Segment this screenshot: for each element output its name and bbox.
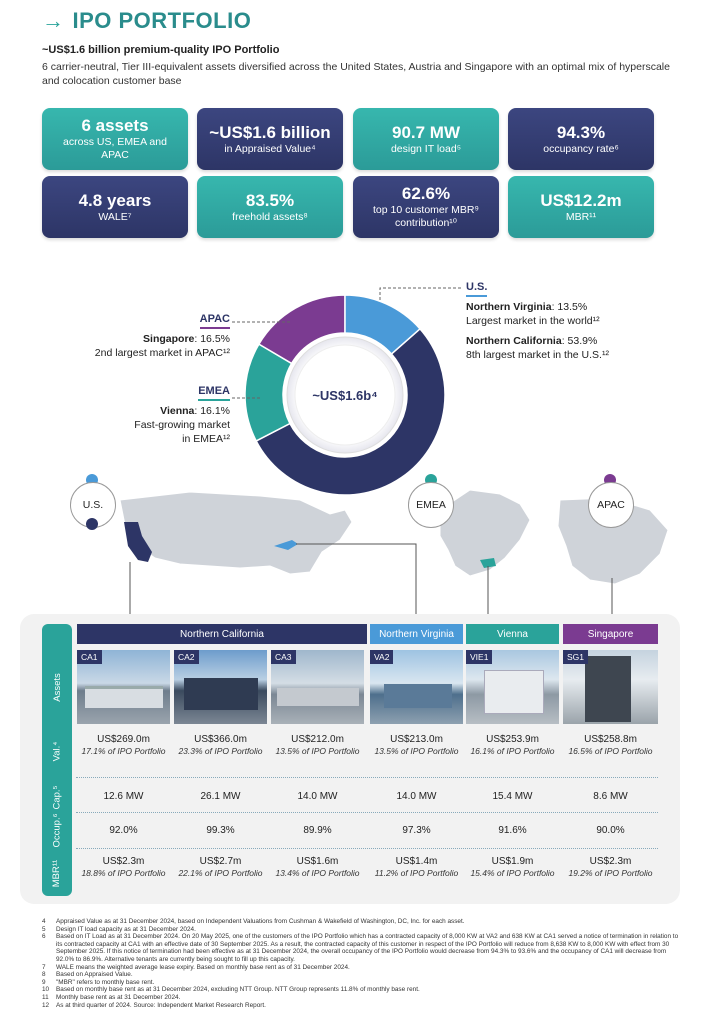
vie-value: 16.1% <box>200 405 230 417</box>
vie-name: Vienna <box>160 405 195 417</box>
page-title-text: IPO PORTFOLIO <box>72 8 252 33</box>
footnote-9 <box>42 979 682 987</box>
kpi-label: in Appraised Value⁴ <box>224 142 316 155</box>
row-label-mbr-text: MBR¹¹ <box>51 859 63 887</box>
vie-line: Vienna: 16.1% <box>160 405 230 417</box>
footnote-6 <box>42 933 682 963</box>
nva-value: 13.5% <box>557 301 588 313</box>
footnote-number: 9 <box>42 978 46 986</box>
nca-line: Northern California: 53.9% <box>466 335 598 347</box>
footnote-12 <box>42 1002 682 1010</box>
footnote-text: Based on IT Load as at 31 December 2024. On 20 May 2025, one of the customers of the IPO Portfolio which has a contracted capacity of 8,000 KW at VA2 and 638 KW at CA1 served a notice of termination in relation to its contracted capacity at CA1 with an effective date of 30 September 2025. As a result, the contracted capacity of this customer in respect of the IPO Portfolio will reduce from 8,638 KW to 8,000 KW with effect from 30 September 2025. If this notice of termination had been effective as at 31 December 2024, the overall occupancy of the IPO Portfolio would decrease from 94.3% to 93.6% and the occupancy of CA1 will decrease from 92.0% to 86.9%. Alternative tenants are currently being sought to fill up this capacity. <box>56 933 679 963</box>
market-header-northern-virginia: Northern Virginia <box>370 624 463 644</box>
footnote-number: 7 <box>42 963 46 971</box>
val-cell-va2 <box>370 734 463 756</box>
val-amount: US$258.8m <box>584 734 637 745</box>
mbr-pct: 11.2% of IPO Portfolio <box>374 868 459 878</box>
building-icon <box>184 678 258 710</box>
subline: 6 carrier-neutral, Tier III-equivalent assets diversified across the United States, Austria and Singapore with an optimal mix of hyperscale and colocation customer base <box>42 61 670 87</box>
kpi-value: 4.8 years <box>78 190 152 210</box>
market-header-singapore: Singapore <box>563 624 658 644</box>
row-label-assets-text: Assets <box>51 672 63 702</box>
donut-center-label: ~US$1.6b⁴ <box>312 388 378 403</box>
val-amount: US$213.0m <box>390 734 443 745</box>
val-pct: 13.5% of IPO Portfolio <box>374 746 459 756</box>
val-pct: 16.1% of IPO Portfolio <box>470 746 555 756</box>
val-cell-ca2 <box>174 734 267 756</box>
asset-photo-vie1 <box>466 650 559 724</box>
nca-value: 53.9% <box>567 335 598 347</box>
kpi-value: 62.6% <box>401 184 451 203</box>
vie-note-2: in EMEA¹² <box>182 433 230 445</box>
asset-tag-ca3: CA3 <box>271 650 296 664</box>
sg-line: Singapore: 16.5% <box>143 333 230 345</box>
footnote-8 <box>42 971 682 979</box>
asset-photo-va2 <box>370 650 463 724</box>
footnote-text: "MBR" refers to monthly base rent. <box>56 978 155 986</box>
kpi-value: 90.7 MW <box>391 122 461 142</box>
val-pct: 23.3% of IPO Portfolio <box>178 746 263 756</box>
footnote-text: WALE means the weighted average lease expiry. Based on monthly base rent as of 31 December 2024. <box>56 963 350 971</box>
mbr-amount: US$2.3m <box>589 856 632 867</box>
asset-tag-va2: VA2 <box>370 650 393 664</box>
footnote-4 <box>42 918 682 926</box>
occ-cell-va2: 97.3% <box>402 825 431 836</box>
mbr-cell-sg1 <box>563 856 658 878</box>
val-amount: US$212.0m <box>291 734 344 745</box>
donut-label-us <box>466 280 666 362</box>
mbr-amount: US$1.4m <box>395 856 438 867</box>
mbr-amount: US$1.6m <box>296 856 339 867</box>
row-label-occup-text: Occup.⁶ <box>51 812 63 848</box>
mbr-amount: US$2.7m <box>199 856 242 867</box>
asset-tag-sg1: SG1 <box>563 650 588 664</box>
footnote-number: 6 <box>42 933 46 941</box>
us-badge: U.S. <box>70 482 116 528</box>
us-dot-navy <box>86 518 98 530</box>
row-separator <box>76 812 658 813</box>
market-header-vienna: Vienna <box>466 624 559 644</box>
donut-label-emea <box>60 384 230 446</box>
mbr-amount: US$2.3m <box>102 856 145 867</box>
footnote-text: Appraised Value as at 31 December 2024, based on Independent Valuations from Cushman & Wakefield of Washington, DC, Inc. for each asset. <box>56 918 465 925</box>
footnotes <box>42 918 682 1009</box>
building-icon <box>277 688 359 706</box>
building-icon <box>585 656 631 722</box>
sg-name: Singapore <box>143 333 195 345</box>
region-apac: APAC <box>200 312 230 329</box>
row-label-mbr <box>42 850 72 896</box>
kpi-value: US$12.2m <box>540 190 622 210</box>
building-icon <box>384 684 452 708</box>
footnote-number: 4 <box>42 918 46 925</box>
occ-cell-vie1: 91.6% <box>498 825 527 836</box>
row-label-assets <box>42 650 72 724</box>
nva-line: Northern Virginia: 13.5% <box>466 301 588 313</box>
asset-tag-ca1: CA1 <box>77 650 102 664</box>
val-cell-ca1 <box>77 734 170 756</box>
asset-tag-vie1: VIE1 <box>466 650 492 664</box>
asset-photo-ca3 <box>271 650 364 724</box>
mbr-pct: 13.4% of IPO Portfolio <box>275 868 360 878</box>
mbr-amount: US$1.9m <box>491 856 534 867</box>
region-emea: EMEA <box>198 384 230 401</box>
footnote-number: 5 <box>42 925 46 933</box>
asset-tag-ca2: CA2 <box>174 650 199 664</box>
row-label-occup <box>42 812 72 848</box>
mbr-cell-ca2 <box>174 856 267 878</box>
mbr-pct: 19.2% of IPO Portfolio <box>568 868 653 878</box>
cap-cell-vie1: 15.4 MW <box>492 791 533 802</box>
row-label-cap <box>42 780 72 814</box>
occ-cell-ca3: 89.9% <box>303 825 332 836</box>
footnote-text: Based on monthly base rent as at 31 December 2024, excluding NTT Group. NTT Group represents 11.8% of monthly base rent. <box>56 986 420 994</box>
cap-cell-ca2: 26.1 MW <box>200 791 241 802</box>
val-pct: 16.5% of IPO Portfolio <box>568 746 653 756</box>
footnote-5 <box>42 926 682 934</box>
sg-note: 2nd largest market in APAC¹² <box>94 347 230 359</box>
row-label-cap-text: Cap.⁵ <box>51 784 63 810</box>
mbr-cell-ca1 <box>77 856 170 878</box>
occ-cell-sg1: 90.0% <box>596 825 625 836</box>
cap-cell-va2: 14.0 MW <box>396 791 437 802</box>
kpi-label: freehold assets⁸ <box>232 210 308 223</box>
headline: ~US$1.6 billion premium-quality IPO Portfolio <box>42 44 280 56</box>
row-label-val-text: Val.⁴ <box>51 741 63 761</box>
footnote-11 <box>42 994 682 1002</box>
mbr-pct: 22.1% of IPO Portfolio <box>178 868 263 878</box>
apac-badge: APAC <box>588 482 634 528</box>
val-pct: 17.1% of IPO Portfolio <box>81 746 166 756</box>
region-us: U.S. <box>466 280 487 297</box>
vie-note-1: Fast-growing market <box>134 419 230 431</box>
kpi-value: 83.5% <box>245 190 295 210</box>
kpi-value: ~US$1.6 billion <box>209 122 331 142</box>
sg-value: 16.5% <box>200 333 230 345</box>
footnote-text: Based on Appraised Value. <box>56 971 133 979</box>
kpi-value: 6 assets <box>81 116 149 135</box>
emea-badge: EMEA <box>408 482 454 528</box>
us-map-shape <box>120 492 352 574</box>
kpi-label: across US, EMEA and APAC <box>63 136 167 161</box>
footnote-number: 12 <box>42 1001 50 1009</box>
footnote-number: 8 <box>42 971 46 979</box>
footnote-7 <box>42 964 682 972</box>
val-cell-sg1 <box>563 734 658 756</box>
arrow-right-icon: → <box>42 8 65 33</box>
building-icon <box>484 670 544 714</box>
market-header-northern-california: Northern California <box>77 624 367 644</box>
cap-cell-ca1: 12.6 MW <box>103 791 144 802</box>
val-amount: US$253.9m <box>486 734 539 745</box>
footnote-10 <box>42 986 682 994</box>
mbr-pct: 15.4% of IPO Portfolio <box>470 868 555 878</box>
kpi-value: 94.3% <box>556 122 606 142</box>
leader-line-us <box>380 288 462 300</box>
kpi-label: MBR¹¹ <box>565 210 597 223</box>
nca-note: 8th largest market in the U.S.¹² <box>466 349 609 361</box>
footnote-text: Design IT load capacity as at 31 December 2024. <box>56 925 196 933</box>
row-label-val <box>42 726 72 776</box>
nca-name: Northern California <box>466 335 562 347</box>
kpi-label: top 10 customer MBR⁹ contribution¹⁰ <box>372 204 480 229</box>
nva-name: Northern Virginia <box>466 301 552 313</box>
kpi-label: design IT load⁵ <box>390 142 462 155</box>
footnote-number: 10 <box>42 986 50 994</box>
asset-photo-sg1 <box>563 650 658 724</box>
mbr-cell-vie1 <box>466 856 559 878</box>
cap-cell-sg1: 8.6 MW <box>593 791 628 802</box>
val-amount: US$269.0m <box>97 734 150 745</box>
asset-photo-ca1 <box>77 650 170 724</box>
kpi-label: WALE⁷ <box>98 210 132 223</box>
footnote-number: 11 <box>42 993 49 1001</box>
building-icon <box>85 686 163 708</box>
kpi-label: occupancy rate⁶ <box>543 142 619 155</box>
val-cell-vie1 <box>466 734 559 756</box>
occ-cell-ca2: 99.3% <box>206 825 235 836</box>
row-separator <box>76 848 658 849</box>
val-cell-ca3 <box>271 734 364 756</box>
nva-note: Largest market in the world¹² <box>466 315 600 327</box>
mbr-cell-va2 <box>370 856 463 878</box>
asset-photo-ca2 <box>174 650 267 724</box>
mbr-cell-ca3 <box>271 856 364 878</box>
val-amount: US$366.0m <box>194 734 247 745</box>
occ-cell-ca1: 92.0% <box>109 825 138 836</box>
mbr-pct: 18.8% of IPO Portfolio <box>81 868 166 878</box>
cap-cell-ca3: 14.0 MW <box>297 791 338 802</box>
footnote-text: Monthly base rent as at 31 December 2024. <box>56 993 181 1001</box>
footnote-text: As at third quarter of 2024. Source: Independent Market Research Report. <box>56 1001 266 1009</box>
val-pct: 13.5% of IPO Portfolio <box>275 746 360 756</box>
donut-label-apac <box>60 312 230 360</box>
row-separator <box>76 777 658 778</box>
